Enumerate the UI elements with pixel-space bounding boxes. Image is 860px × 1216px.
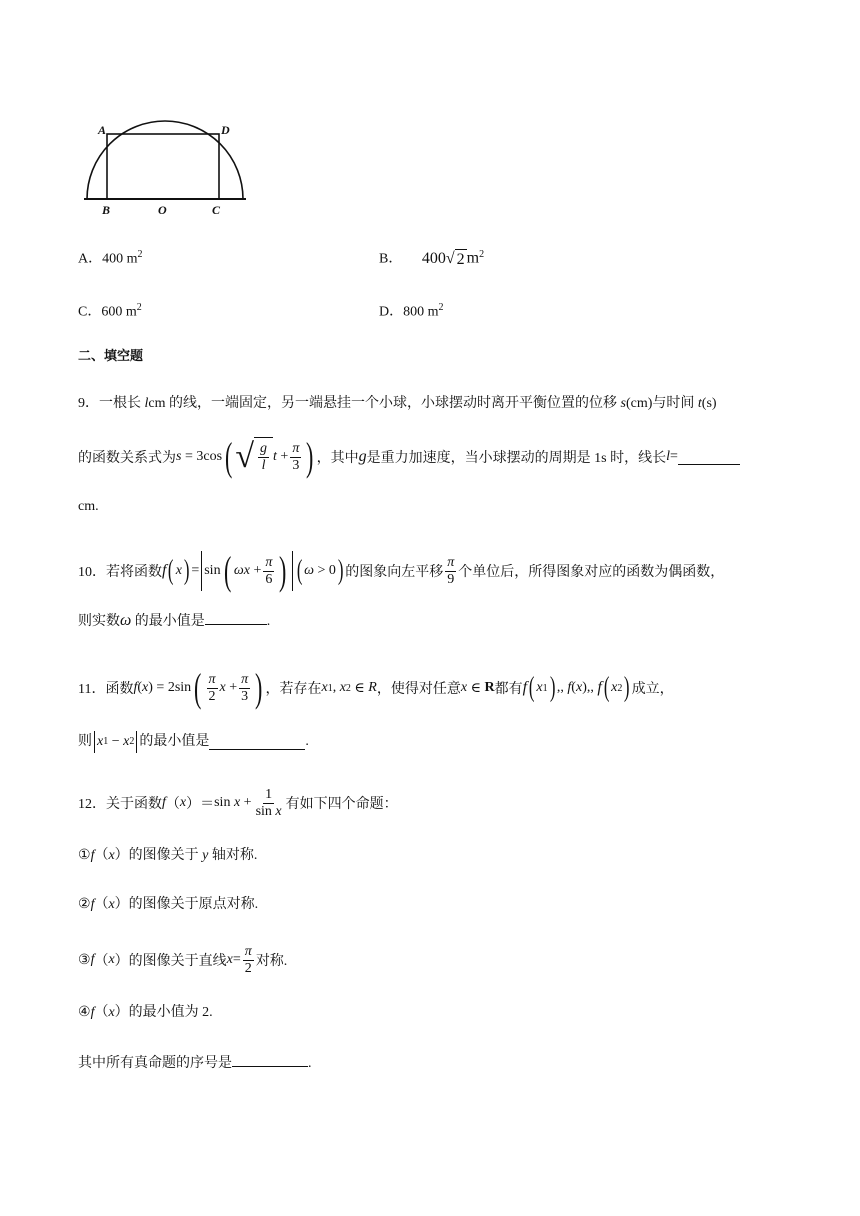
- q12-var-f: f: [162, 795, 166, 810]
- q12-text: =: [232, 952, 241, 967]
- q9-line3: cm.: [78, 499, 99, 514]
- q11-text: 都有: [494, 682, 523, 697]
- q12-text: 12．关于函数: [78, 797, 162, 812]
- q12-var-x: x: [179, 795, 187, 810]
- q12-text: ①: [78, 848, 91, 863]
- option-a-unit-exp: 2: [137, 249, 143, 260]
- option-a-value: 400: [102, 251, 124, 267]
- q10-text: 的最小值是: [131, 614, 205, 629]
- label-b: B: [102, 203, 111, 217]
- option-c: [78, 298, 142, 323]
- option-c-unit: m: [125, 304, 137, 320]
- option-b-sqrt: √ 2: [445, 249, 465, 268]
- q9-line2: [78, 430, 740, 484]
- option-d-value: 800: [403, 304, 425, 320]
- q10-answer-blank[interactable]: [205, 610, 267, 625]
- q11-line1: [78, 662, 674, 714]
- q11-text: 11．函数: [78, 682, 134, 697]
- q9-line1: [78, 394, 717, 414]
- q9-text: 9．一根长: [78, 396, 145, 411]
- q11-forall: x ∈ R: [460, 680, 495, 696]
- q11-exists-vars: x 1 , x 2 ∈ R: [321, 680, 377, 696]
- q11-text: 的最小值是: [139, 734, 210, 749]
- q11-text: 则: [78, 734, 92, 749]
- q10-formula: f ( x ) = sin ( ωx + $\frac{\pi}{6}$ ) ( ω > 0 ): [162, 548, 344, 593]
- q11-inequality: f ( x 1 ) ,, f ( x ),, f ( x 2 ): [522, 672, 630, 703]
- q12-prop4: ④f（x）的最小值为 2.: [78, 1005, 213, 1020]
- q10-line1: [78, 545, 724, 597]
- q10-text: 则实数: [78, 614, 120, 629]
- option-d-prefix: D．: [379, 304, 404, 320]
- q12-prop3: ③ f （ x ） 的图像关于直线 x = $\frac{\pi}{2}$ 对称.: [78, 943, 288, 976]
- q12-text: 的最小值为 2.: [128, 1005, 213, 1020]
- q9-var-g: g: [358, 448, 367, 465]
- q9-text: 的函数关系式为: [78, 451, 176, 466]
- label-a: A: [98, 123, 107, 137]
- option-b-coef: 400: [421, 249, 446, 267]
- q12-text: ③: [78, 952, 91, 968]
- q12-text: 的图像关于: [128, 848, 203, 863]
- option-b-unit-exp: 2: [479, 249, 485, 260]
- q12-text: .: [308, 1056, 312, 1071]
- q12-text: 的图像关于直线: [128, 954, 227, 969]
- option-b: [379, 245, 484, 270]
- q12-text: 对称.: [255, 954, 288, 969]
- q9-text: (s): [701, 396, 717, 411]
- option-c-prefix: C．: [78, 304, 102, 320]
- q12-text: 轴对称.: [208, 848, 258, 863]
- q12-text: （: [165, 797, 180, 812]
- inscribed-rectangle: [107, 134, 219, 199]
- label-d: D: [221, 123, 230, 137]
- label-o: O: [158, 203, 167, 217]
- q12-text: 有如下四个命题：: [285, 797, 398, 812]
- option-b-radicand: 2: [456, 250, 465, 268]
- option-b-prefix: B．: [379, 251, 403, 267]
- q9-var-l: l: [144, 396, 149, 411]
- q9-formula: s = 3cos ( √ $\frac{g}{l}$ t + $\frac{\pi}{3}$ ): [176, 434, 314, 479]
- q11-text: .: [305, 734, 309, 749]
- q9-var-t: t: [697, 396, 702, 411]
- option-a: [78, 245, 143, 270]
- q12-answer-blank[interactable]: [232, 1052, 308, 1067]
- q11-text: ，使得对任意: [376, 682, 461, 697]
- option-a-prefix: A．: [78, 251, 103, 267]
- q10-text: .: [266, 614, 271, 629]
- option-d-unit: m: [427, 304, 439, 320]
- q9-text: (cm)与时间: [625, 396, 698, 411]
- q12-var-x: x: [226, 952, 233, 967]
- q10-text: 10．若将函数: [78, 565, 162, 580]
- q12-final: [78, 1052, 312, 1074]
- q11-text: ，若存在: [265, 682, 322, 697]
- q9-answer-blank[interactable]: [678, 450, 740, 465]
- q10-text: 个单位后，所得图象对应的函数为偶函数，: [458, 565, 725, 580]
- q11-abs-diff: x 1 − x 2: [92, 731, 139, 753]
- q9-text: cm 的线，一端固定，另一端悬挂一个小球，小球摆动时离开平衡位置的位移: [148, 396, 621, 411]
- option-a-unit: m: [126, 251, 138, 267]
- q12-prop1: ①f（x）的图像关于 y 轴对称.: [78, 848, 258, 863]
- q12-line-fraction: $\frac{\pi}{2}$: [244, 943, 252, 976]
- section-heading: 二、填空题: [78, 349, 144, 364]
- q10-shift-fraction: $\frac{\pi}{9}$: [447, 554, 455, 587]
- q12-line1: [78, 780, 398, 826]
- q9-text: 是重力加速度，当小球摆动的周期是 1s 时，线长: [366, 451, 667, 466]
- option-c-unit-exp: 2: [136, 302, 142, 313]
- q12-text: ④: [78, 1005, 91, 1020]
- option-d: [379, 298, 444, 323]
- q11-formula: f ( x ) = 2sin ( $\frac{\pi}{2}$ x + $\frac{\pi}{3}$ ): [133, 665, 263, 710]
- q9-var-l: l: [666, 449, 670, 464]
- q11-answer-blank[interactable]: [209, 735, 305, 750]
- q10-text: 的图象向左平移: [345, 565, 444, 580]
- q12-var-y: y: [202, 848, 209, 863]
- q10-line2: [78, 610, 270, 632]
- q12-prop2: ②f（x）的图像关于原点对称.: [78, 897, 259, 912]
- option-d-unit-exp: 2: [438, 302, 444, 313]
- q9-text: =: [670, 449, 678, 464]
- semicircle-rectangle-figure: [78, 112, 250, 217]
- q9-var-s: s: [620, 396, 626, 411]
- option-b-unit: m: [466, 249, 480, 267]
- q10-var-omega: ω: [120, 612, 132, 629]
- q12-text: 其中所有真命题的序号是: [78, 1056, 232, 1071]
- label-c: C: [212, 203, 221, 217]
- q12-text: ）＝: [186, 797, 215, 812]
- q12-text: ②: [78, 897, 91, 912]
- q9-text: ，其中: [316, 451, 359, 466]
- q11-line2: [78, 731, 309, 753]
- q11-text: 成立，: [631, 682, 674, 697]
- option-c-value: 600: [101, 304, 123, 320]
- q12-formula: sin x + $\frac{1}{\text{sin x}}$: [214, 786, 282, 819]
- q12-text: 的图像关于原点对称.: [128, 897, 259, 912]
